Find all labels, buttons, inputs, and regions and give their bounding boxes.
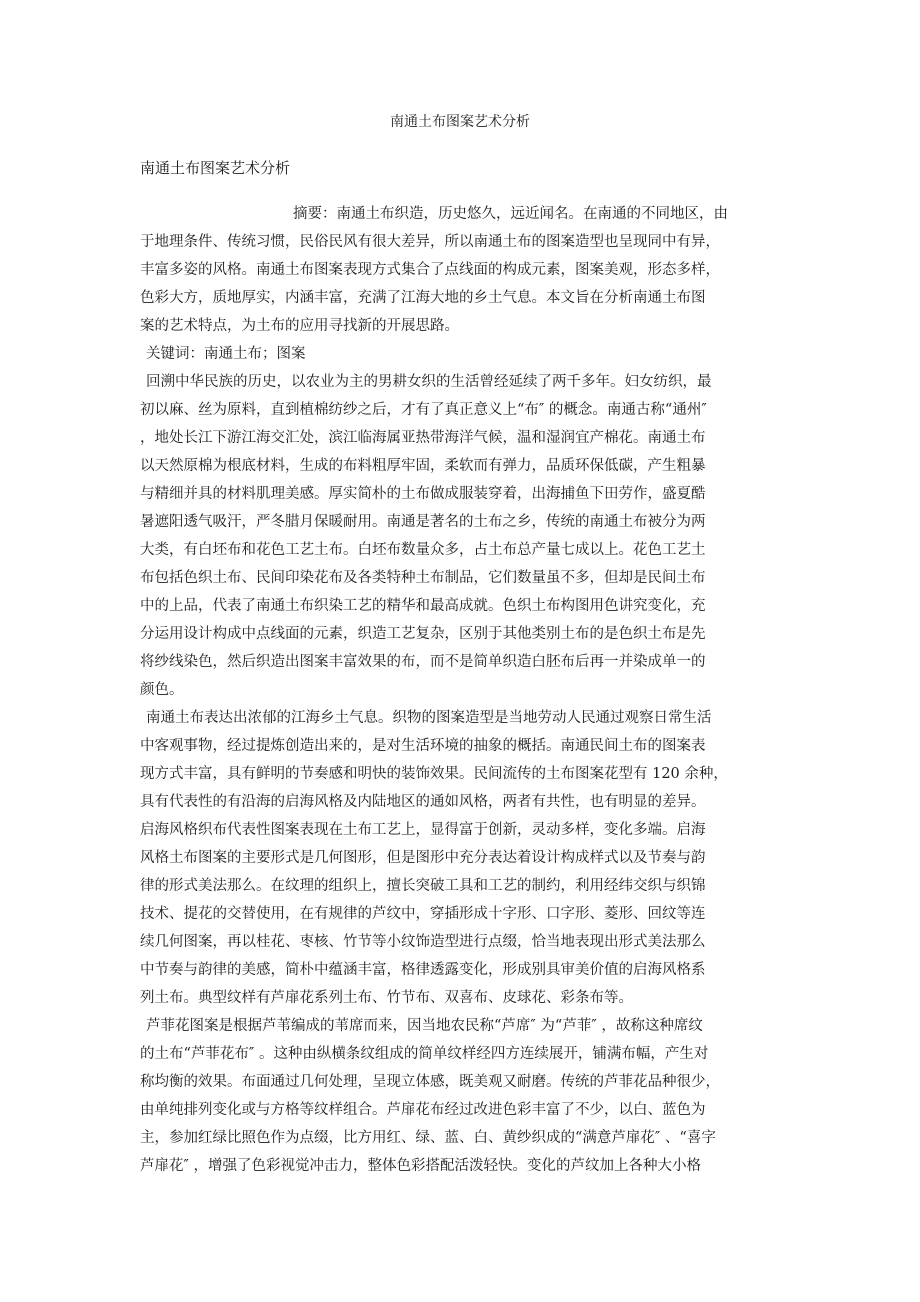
paragraph-line: 回溯中华民族的历史，以农业为主的男耕女织的生活曾经延续了两千多年。妇女纺织，最 bbox=[146, 374, 712, 390]
abstract-line: 色彩大方，质地厚实，内涵丰富，充满了江海大地的乡土气息。本文旨在分析南通土布图 bbox=[140, 290, 706, 306]
paragraph-line: 大类，有白坯布和花色工艺土布。白坯布数量众多，占土布总产量七成以上。花色工艺土 bbox=[140, 542, 706, 558]
paragraph-line: 由单纯排列变化或与方格等纹样组合。芦扉花布经过改进色彩丰富了不少，以白、蓝色为 bbox=[140, 1102, 706, 1118]
paragraph-3 bbox=[140, 1012, 780, 1180]
abstract bbox=[140, 200, 780, 368]
paragraph-line: 布包括色织土布、民间印染花布及各类特种土布制品，它们数量虽不多，但却是民间土布 bbox=[140, 570, 706, 586]
abstract-line: 丰富多姿的风格。南通土布图案表现方式集合了点线面的构成元素，图案美观，形态多样， bbox=[140, 262, 720, 278]
paragraph-line: 风格土布图案的主要形式是几何图形，但是图形中充分表达着设计构成样式以及节奏与韵 bbox=[140, 850, 706, 866]
paragraph-line: 中节奏与韵律的美感，简朴中蕴涵丰富，格律透露变化，形成别具审美价值的启海风格系 bbox=[140, 962, 706, 978]
keywords: 关键词：南通土布；图案 bbox=[146, 346, 306, 362]
paragraph-line: 的土布“芦菲花布″ 。这种由纵横条纹组成的简单纹样经四方连续展开，铺满布幅，产生对 bbox=[140, 1046, 709, 1062]
abstract-line: 案的艺术特点，为土布的应用寻找新的开展思路。 bbox=[140, 318, 459, 334]
paragraph-line: 暑遮阳透气吸汗，严冬腊月保暖耐用。南通是著名的土布之乡，传统的南通土布被分为两 bbox=[140, 514, 706, 530]
paragraph-line: 主，参加红绿比照色作为点缀，比方用红、绿、蓝、白、黄纱织成的“满意芦扉花″ 、“喜字 bbox=[140, 1130, 716, 1146]
paragraph-line: 以天然原棉为根底材料，生成的布料粗厚牢固，柔软而有弹力，品质环保低碳，产生粗暴 bbox=[140, 458, 706, 474]
paragraph-line: 技术、提花的交替使用，在有规律的芦纹中，穿插形成十字形、口字形、菱形、回纹等连 bbox=[140, 906, 706, 922]
paragraph-2 bbox=[140, 704, 780, 1012]
paragraph-line: 将纱线染色，然后织造出图案丰富效果的布，而不是简单织造白胚布后再一并染成单一的 bbox=[140, 654, 706, 670]
paragraph-line: 律的形式美法那么。在纹理的组织上，擅长突破工具和工艺的制约，利用经纬交织与织锦 bbox=[140, 878, 706, 894]
paragraph-line: 称均衡的效果。布面通过几何处理，呈现立体感，既美观又耐磨。传统的芦菲花品种很少， bbox=[140, 1074, 720, 1090]
paragraph-line: 颜色。 bbox=[140, 682, 184, 698]
paragraph-line: 中客观事物，经过提炼创造出来的，是对生活环境的抽象的概括。南通民间土布的图案表 bbox=[140, 738, 706, 754]
paragraph-1 bbox=[140, 368, 780, 704]
document-title: 南通土布图案艺术分析 bbox=[390, 114, 530, 130]
paragraph-line: 南通土布表达出浓郁的江海乡土气息。织物的图案造型是当地劳动人民通过观察日常生活 bbox=[146, 710, 712, 726]
paragraph-line: 续几何图案，再以桂花、枣核、竹节等小纹饰造型进行点缀，恰当地表现出形式美法那么 bbox=[140, 934, 706, 950]
paragraph-line: 启海风格织布代表性图案表现在土布工艺上，显得富于创新，灵动多样，变化多端。启海 bbox=[140, 822, 706, 838]
abstract-line: 摘要：南通土布织造，历史悠久，远近闻名。在南通的不同地区，由 bbox=[293, 206, 728, 222]
paragraph-line: 初以麻、丝为原料，直到植棉纺纱之后，才有了真正意义上“布″ 的概念。南通古称“通州″ bbox=[140, 402, 707, 418]
paragraph-line: 现方式丰富，具有鲜明的节奏感和明快的装饰效果。民间流传的土布图案花型有 120 余种， bbox=[140, 766, 728, 782]
document-subtitle: 南通土布图案艺术分析 bbox=[140, 159, 291, 177]
paragraph-line: 列土布。典型纹样有芦扉花系列土布、竹节布、双喜布、皮球花、彩条布等。 bbox=[140, 990, 633, 1006]
paragraph-line: 芦扉花″ ，增强了色彩视觉冲击力，整体色彩搭配活泼轻快。变化的芦纹加上各种大小格 bbox=[140, 1158, 702, 1174]
paragraph-line: 分运用设计构成中点线面的元素，织造工艺复杂，区别于其他类别土布的是色织土布是先 bbox=[140, 626, 706, 642]
paragraph-line: 与精细并具的材料肌理美感。厚实简朴的土布做成服装穿着，出海捕鱼下田劳作，盛夏酷 bbox=[140, 486, 706, 502]
paragraph-line: 具有代表性的有沿海的启海风格及内陆地区的通如风格，两者有共性，也有明显的差异。 bbox=[140, 794, 706, 810]
abstract-line: 于地理条件、传统习惯，民俗民风有很大差异，所以南通土布的图案造型也呈现同中有异， bbox=[140, 234, 720, 250]
paragraph-line: 中的上品，代表了南通土布织染工艺的精华和最高成就。色织土布构图用色讲究变化，充 bbox=[140, 598, 706, 614]
document-page bbox=[140, 112, 780, 1180]
paragraph-line: ，地处长江下游江海交汇处，滨江临海属亚热带海洋气候，温和湿润宜产棉花。南通土布 bbox=[140, 430, 706, 446]
paragraph-line: 芦菲花图案是根据芦苇编成的苇席而来，因当地农民称“芦席″ 为“芦菲″ ，故称这种席纹 bbox=[146, 1018, 703, 1034]
